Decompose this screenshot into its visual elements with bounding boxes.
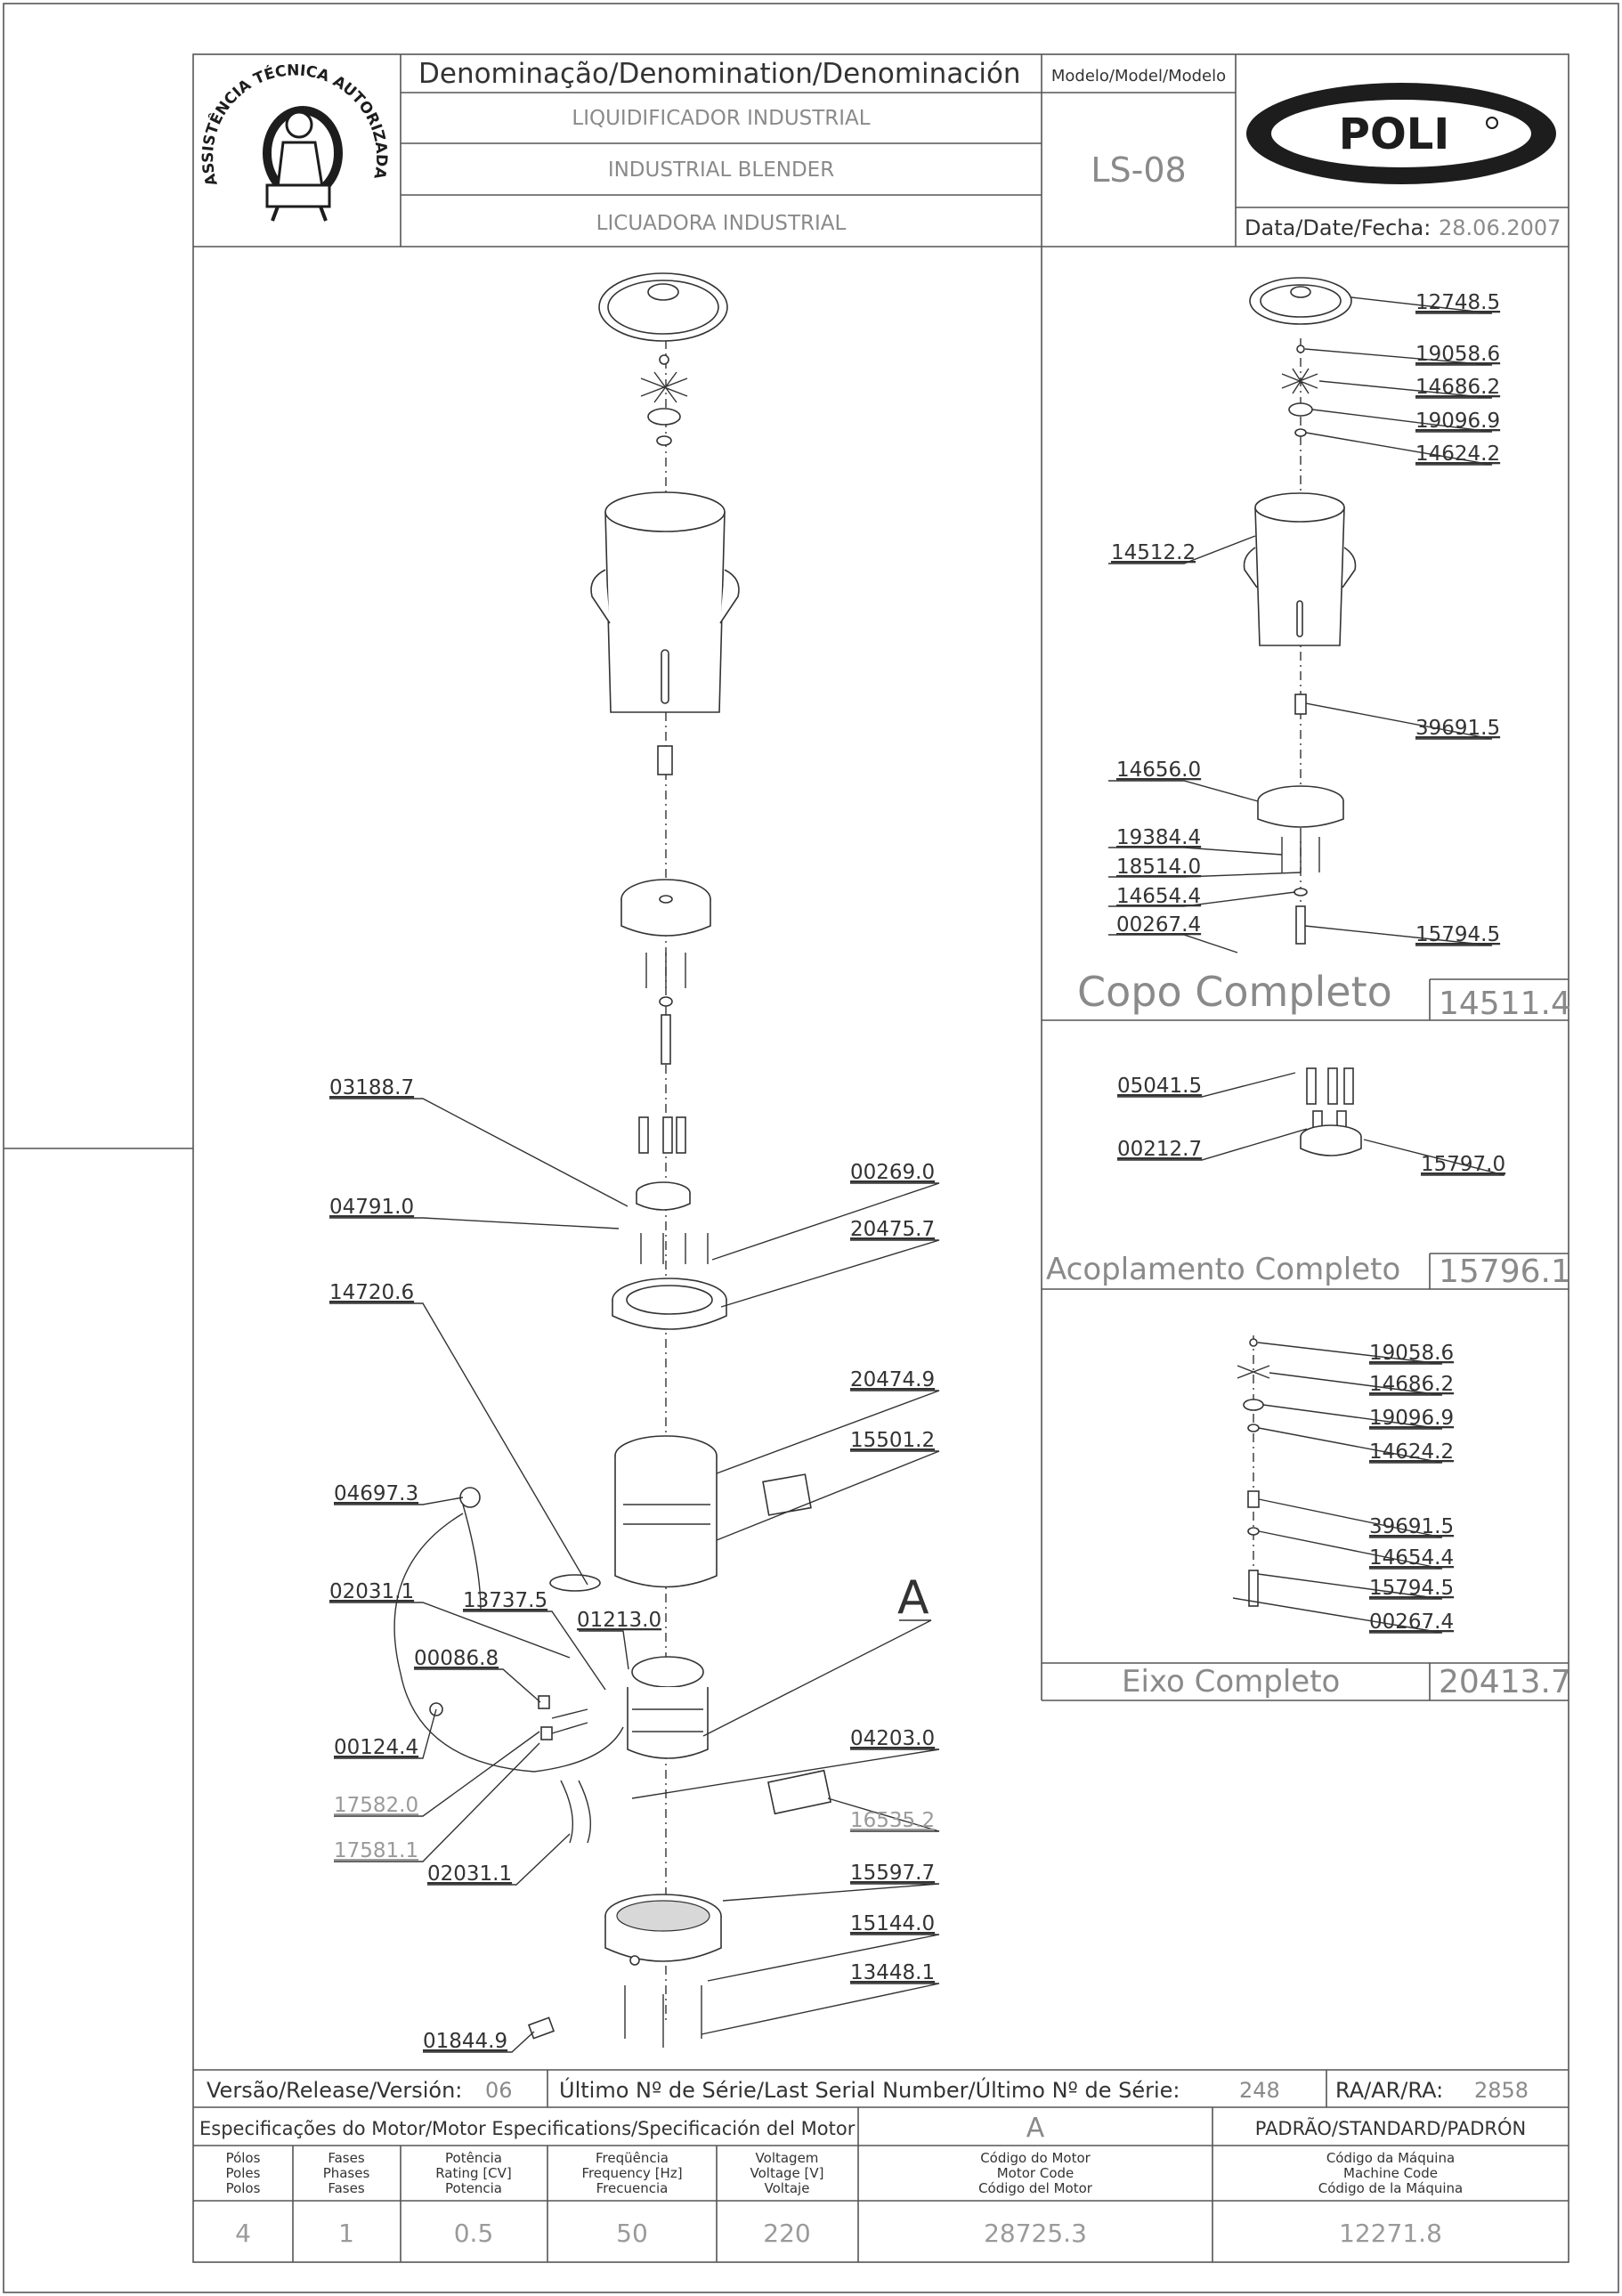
eixo-title: Eixo Completo (1122, 1664, 1341, 1700)
version-label: Versão/Release/Versión: (207, 2078, 463, 2103)
name-spanish: LICUADORA INDUSTRIAL (596, 212, 847, 235)
serial-value: 248 (1239, 2078, 1280, 2103)
motor-code-header-pt: Código do Motor (980, 2150, 1091, 2166)
jar-base (621, 880, 710, 1064)
motor-code-header-es: Código del Motor (978, 2180, 1092, 2196)
copo-part-19058-6: 19058.6 (1415, 343, 1501, 366)
main-exploded-view (329, 273, 939, 2053)
eixo-part-39691-5: 39691.5 (1369, 1515, 1455, 1538)
eixo-part-14686-2: 14686.2 (1369, 1373, 1455, 1396)
part-label-01213-0: 01213.0 (577, 1609, 662, 1632)
part-label-15501-2: 15501.2 (850, 1429, 936, 1452)
copo-part-14654-4: 14654.4 (1116, 885, 1202, 908)
acoplamento-code: 15796.1 (1439, 1253, 1571, 1290)
phases-value: 1 (338, 2219, 354, 2248)
rating-header-es: Potencia (445, 2180, 502, 2196)
part-label-04203-0: 04203.0 (850, 1727, 936, 1750)
poles-header-pt: Pólos (225, 2150, 261, 2166)
ra-value: 2858 (1474, 2078, 1529, 2103)
release-row (193, 2070, 1569, 2107)
part-label-00086-8: 00086.8 (414, 1647, 499, 1670)
rating-value: 0.5 (453, 2219, 494, 2248)
acoplamento-completo-view (1046, 1068, 1571, 1290)
part-label-14720-6: 14720.6 (329, 1281, 415, 1304)
label-sticker (763, 1474, 811, 1515)
part-label-15144-0: 15144.0 (850, 1912, 936, 1935)
motor-shell (615, 1436, 811, 1587)
denomination-label: Denominação/Denomination/Denominación (418, 58, 1021, 90)
poles-value: 4 (235, 2219, 251, 2248)
copo-part-00267-4: 00267.4 (1116, 913, 1202, 937)
phases-header-en: Phases (322, 2165, 370, 2181)
seal-text: ASSISTÊNCIA TÉCNICA AUTORIZADA (199, 61, 391, 188)
jar (591, 492, 739, 775)
eixo-completo-view (1122, 1335, 1571, 1700)
model-value: LS-08 (1091, 150, 1187, 190)
copo-part-14656-0: 14656.0 (1116, 759, 1202, 782)
date-label: Data/Date/Fecha: (1245, 215, 1431, 240)
copo-title: Copo Completo (1077, 968, 1392, 1016)
version-value: 06 (485, 2078, 513, 2103)
acoplamento-part-15797-0: 15797.0 (1421, 1153, 1506, 1176)
base-grille (529, 1894, 721, 2048)
eixo-part-19058-6: 19058.6 (1369, 1342, 1455, 1365)
part-label-02031-1-b: 02031.1 (427, 1862, 513, 1886)
part-label-13737-5: 13737.5 (463, 1589, 548, 1612)
acoplamento-title: Acoplamento Completo (1046, 1252, 1401, 1287)
coupling (637, 1117, 690, 1210)
frequency-header-es: Frecuencia (596, 2180, 669, 2196)
copo-part-12748-5: 12748.5 (1415, 291, 1501, 314)
motor-code-value: 28725.3 (984, 2219, 1087, 2248)
copo-part-19384-4: 19384.4 (1116, 826, 1202, 849)
name-portuguese: LIQUIDIFICADOR INDUSTRIAL (572, 107, 871, 130)
copo-part-39691-5: 39691.5 (1415, 717, 1501, 740)
voltage-header-es: Voltaje (764, 2180, 810, 2196)
part-label-04697-3: 04697.3 (334, 1482, 419, 1505)
eixo-part-14624-2: 14624.2 (1369, 1440, 1455, 1464)
machine-code-value: 12271.8 (1339, 2219, 1442, 2248)
eixo-part-00267-4: 00267.4 (1369, 1610, 1455, 1634)
frequency-value: 50 (616, 2219, 648, 2248)
name-english: INDUSTRIAL BLENDER (607, 158, 835, 182)
machine-code-header-es: Código de la Máquina (1318, 2180, 1464, 2196)
phases-header-es: Fases (328, 2180, 365, 2196)
copo-part-14624-2: 14624.2 (1415, 442, 1501, 466)
motor-code-header-en: Motor Code (996, 2165, 1075, 2181)
copo-part-14512-2: 14512.2 (1111, 541, 1196, 564)
frequency-header-en: Frequency [Hz] (581, 2165, 683, 2181)
ra-label: RA/AR/RA: (1335, 2078, 1444, 2103)
voltage-header-en: Voltage [V] (750, 2165, 824, 2181)
motor-spec-letter-cell: A (1026, 2113, 1045, 2144)
authorized-service-seal (199, 61, 390, 221)
copo-part-18514-0: 18514.0 (1116, 856, 1202, 879)
part-label-15597-7: 15597.7 (850, 1862, 936, 1885)
part-label-03188-7: 03188.7 (329, 1076, 415, 1099)
copo-part-19096-9: 19096.9 (1415, 410, 1501, 433)
part-label-20474-9: 20474.9 (850, 1368, 936, 1391)
copo-code: 14511.4 (1439, 986, 1571, 1022)
poli-logo (1246, 83, 1556, 184)
machine-code-header-pt: Código da Máquina (1326, 2150, 1456, 2166)
eixo-code: 20413.7 (1439, 1664, 1571, 1700)
part-label-17581-1: 17581.1 (334, 1839, 419, 1862)
standard-label: PADRÃO/STANDARD/PADRÓN (1254, 2118, 1527, 2139)
phases-header-pt: Fases (328, 2150, 365, 2166)
acoplamento-part-05041-5: 05041.5 (1117, 1075, 1203, 1098)
voltage-value: 220 (763, 2219, 811, 2248)
blade (641, 355, 687, 445)
copo-part-14686-2: 14686.2 (1415, 376, 1501, 399)
part-label-17582-0: 17582.0 (334, 1794, 419, 1817)
eixo-part-15794-5: 15794.5 (1369, 1577, 1455, 1600)
motor-spec-title: Especificações do Motor/Motor Especifications/Specificación del Motor (199, 2118, 856, 2139)
title-block (193, 54, 1569, 247)
copo-completo-view (1077, 278, 1571, 1022)
voltage-header-pt: Voltagem (755, 2150, 819, 2166)
date-value: 28.06.2007 (1439, 215, 1561, 240)
logo-text: POLI (1338, 110, 1450, 159)
page-border (4, 4, 1618, 2292)
motor-top-cover (612, 1233, 726, 1329)
machine-code-header-en: Machine Code (1343, 2165, 1438, 2181)
motor-sticker (768, 1771, 831, 1814)
part-label-13448-1: 13448.1 (850, 1961, 936, 1984)
frequency-header-pt: Freqüência (596, 2150, 669, 2166)
part-label-02031-1-a: 02031.1 (329, 1580, 415, 1603)
rating-header-pt: Potência (445, 2150, 502, 2166)
copo-part-15794-5: 15794.5 (1415, 923, 1501, 946)
rating-header-en: Rating [CV] (435, 2165, 512, 2181)
poles-header-en: Poles (225, 2165, 261, 2181)
part-label-00269-0: 00269.0 (850, 1161, 936, 1184)
part-label-01844-9: 01844.9 (423, 2030, 508, 2053)
model-label: Modelo/Model/Modelo (1050, 67, 1227, 85)
acoplamento-part-00212-7: 00212.7 (1117, 1138, 1203, 1161)
eixo-part-19096-9: 19096.9 (1369, 1407, 1455, 1430)
motor (628, 1657, 831, 1813)
poles-header-es: Polos (225, 2180, 261, 2196)
motor-spec-table (193, 2107, 1569, 2262)
part-label-04791-0: 04791.0 (329, 1196, 415, 1219)
jar-lid (599, 273, 727, 341)
motor-spec-letter: A (897, 1571, 929, 1625)
part-label-16535-2: 16535.2 (850, 1809, 936, 1832)
part-label-00124-4: 00124.4 (334, 1736, 419, 1759)
serial-label: Último Nº de Série/Last Serial Number/Último Nº de Série: (559, 2078, 1180, 2103)
eixo-part-14654-4: 14654.4 (1369, 1546, 1455, 1570)
part-label-20475-7: 20475.7 (850, 1218, 936, 1241)
